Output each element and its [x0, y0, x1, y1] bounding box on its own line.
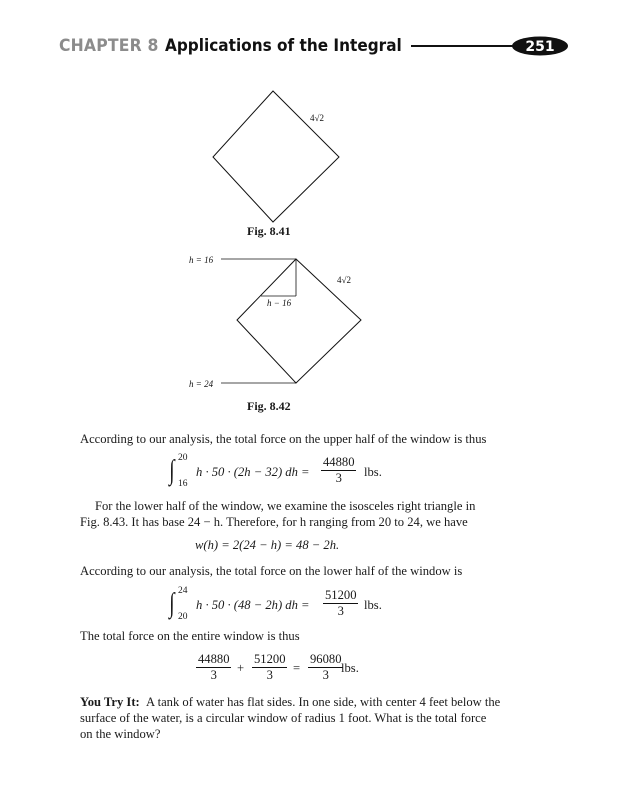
fig42-top-label: h = 16 — [189, 255, 214, 265]
integral-sign: ∫ — [169, 588, 175, 619]
page-number: 251 — [525, 39, 555, 55]
fig42-side-label: 4√2 — [337, 275, 351, 285]
plus-sign: + — [237, 661, 245, 675]
denominator: 3 — [337, 604, 344, 618]
fraction — [323, 588, 358, 619]
lower-bound: 20 — [178, 612, 188, 622]
you-try-it-label: You Try It: — [80, 695, 140, 709]
numerator: 44880 — [198, 652, 230, 666]
fraction-a — [196, 652, 231, 683]
numerator: 44880 — [323, 455, 355, 469]
paragraph-upper-force: According to our analysis, the total force on the upper half of the window is thus — [80, 432, 487, 446]
page-number-badge — [511, 36, 569, 56]
paragraph-lower-line2: Fig. 8.43. It has base 24 − h. Therefore, for h ranging from 20 to 24, we have — [80, 515, 468, 529]
equation-lower-integral — [168, 588, 428, 628]
denominator: 3 — [266, 668, 273, 682]
chapter-label: CHAPTER 8 — [59, 36, 159, 56]
numerator: 96080 — [310, 652, 342, 666]
fig42-inner-label: h − 16 — [267, 298, 292, 308]
upper-bound: 20 — [178, 453, 188, 463]
integrand: h · 50 · (2h − 32) dh = — [196, 465, 310, 479]
numerator: 51200 — [325, 588, 357, 602]
denominator: 3 — [210, 668, 217, 682]
equation-total-force — [193, 652, 393, 688]
paragraph-lower-force: According to our analysis, the total force on the lower half of the window is — [80, 564, 463, 578]
equals-sign: = — [293, 661, 301, 675]
square-window-shape — [213, 91, 339, 222]
unit: lbs. — [341, 661, 359, 675]
you-try-it-line3: on the window? — [80, 727, 161, 741]
integral-sign: ∫ — [169, 455, 175, 486]
fig41-caption: Fig. 8.41 — [247, 224, 291, 238]
unit: lbs. — [364, 465, 382, 479]
numerator: 51200 — [254, 652, 286, 666]
fig41-side-label: 4√2 — [310, 113, 324, 123]
fig42-bottom-label: h = 24 — [189, 379, 214, 389]
paragraph-lower-line1: For the lower half of the window, we examine the isosceles right triangle in — [95, 499, 476, 513]
fraction-c — [308, 652, 343, 683]
you-try-it — [80, 694, 520, 742]
lower-bound: 16 — [178, 479, 188, 489]
fraction-b — [252, 652, 287, 683]
chapter-title: Applications of the Integral — [165, 36, 402, 56]
fraction — [321, 455, 356, 486]
running-header — [59, 36, 569, 60]
fig42-caption: Fig. 8.42 — [247, 399, 291, 413]
paragraph-total-force: The total force on the entire window is thus — [80, 629, 300, 643]
you-try-it-line1: A tank of water has flat sides. In one side, with center 4 feet below the — [146, 695, 501, 709]
square-window-shape-2 — [237, 259, 361, 383]
header-rule — [411, 45, 521, 47]
you-try-it-line2: surface of the water, is a circular window of radius 1 foot. What is the total force — [80, 711, 487, 725]
denominator: 3 — [335, 471, 342, 485]
equation-upper-integral — [168, 455, 428, 495]
denominator: 3 — [322, 668, 329, 682]
integrand: h · 50 · (48 − 2h) dh = — [196, 598, 310, 612]
upper-bound: 24 — [178, 586, 188, 596]
equation-width: w(h) = 2(24 − h) = 48 − 2h. — [195, 538, 340, 552]
unit: lbs. — [364, 598, 382, 612]
